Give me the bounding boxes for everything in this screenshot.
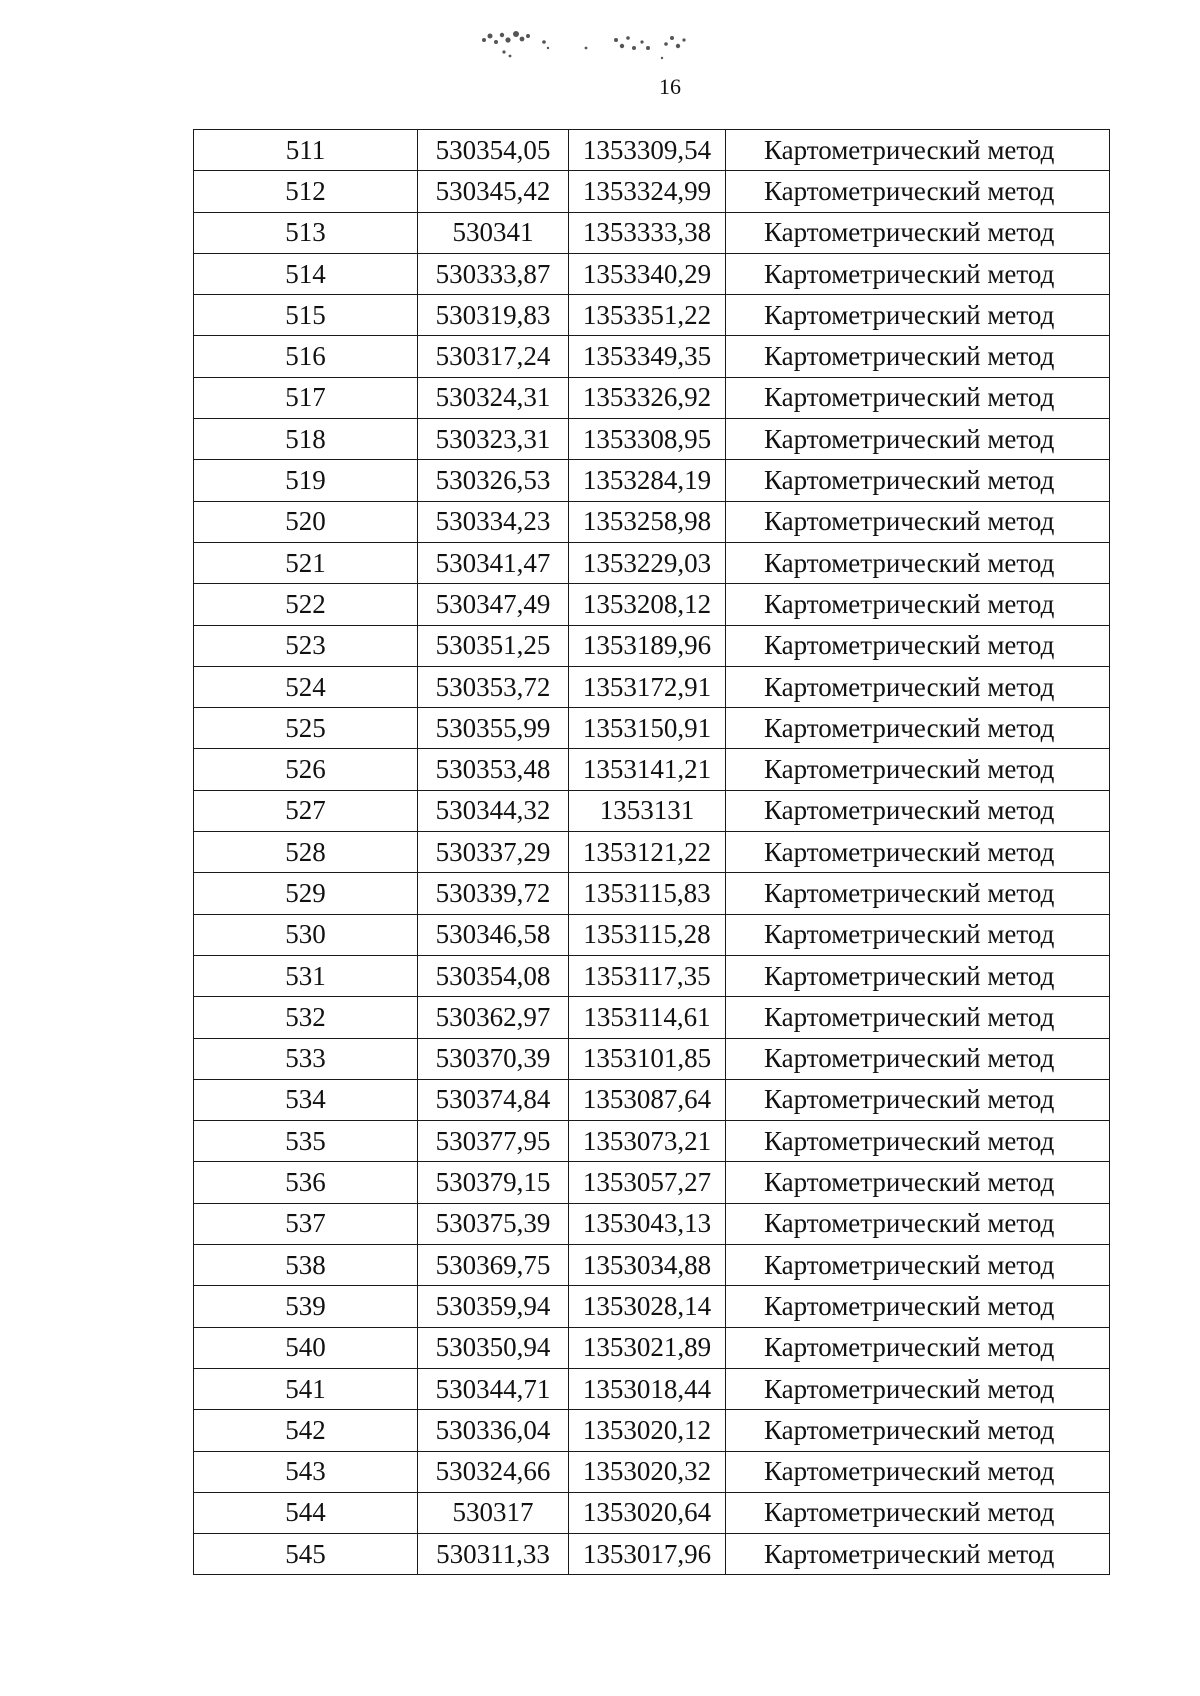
table-row: [194, 130, 1110, 171]
point-number-cell: 523: [194, 625, 418, 666]
point-number-cell: 530: [194, 914, 418, 955]
y-coordinate-cell: 1353150,91: [569, 708, 726, 749]
method-cell: Картометрический метод: [726, 1038, 1110, 1079]
x-coordinate-cell: 530319,83: [418, 295, 569, 336]
table-row: [194, 1079, 1110, 1120]
x-coordinate-cell: 530324,31: [418, 377, 569, 418]
method-cell: Картометрический метод: [726, 171, 1110, 212]
x-coordinate-cell: 530323,31: [418, 419, 569, 460]
table-row: [194, 336, 1110, 377]
method-cell: Картометрический метод: [726, 212, 1110, 253]
table-row: [194, 295, 1110, 336]
x-coordinate-cell: 530345,42: [418, 171, 569, 212]
point-number-cell: 539: [194, 1286, 418, 1327]
point-number-cell: 538: [194, 1245, 418, 1286]
y-coordinate-cell: 1353101,85: [569, 1038, 726, 1079]
table-row: [194, 625, 1110, 666]
point-number-cell: 516: [194, 336, 418, 377]
y-coordinate-cell: 1353326,92: [569, 377, 726, 418]
y-coordinate-cell: 1353284,19: [569, 460, 726, 501]
table-row: [194, 955, 1110, 996]
method-cell: Картометрический метод: [726, 377, 1110, 418]
table-row: [194, 1327, 1110, 1368]
table-row: [194, 1368, 1110, 1409]
x-coordinate-cell: 530347,49: [418, 584, 569, 625]
method-cell: Картометрический метод: [726, 1534, 1110, 1575]
point-number-cell: 529: [194, 873, 418, 914]
method-cell: Картометрический метод: [726, 955, 1110, 996]
x-coordinate-cell: 530350,94: [418, 1327, 569, 1368]
point-number-cell: 543: [194, 1451, 418, 1492]
table-row: [194, 997, 1110, 1038]
y-coordinate-cell: 1353017,96: [569, 1534, 726, 1575]
table-row: [194, 419, 1110, 460]
x-coordinate-cell: 530354,08: [418, 955, 569, 996]
method-cell: Картометрический метод: [726, 790, 1110, 831]
page-number: 16: [659, 74, 681, 99]
x-coordinate-cell: 530353,48: [418, 749, 569, 790]
y-coordinate-cell: 1353018,44: [569, 1368, 726, 1409]
x-coordinate-cell: 530369,75: [418, 1245, 569, 1286]
y-coordinate-cell: 1353349,35: [569, 336, 726, 377]
point-number-cell: 544: [194, 1492, 418, 1533]
point-number-cell: 514: [194, 253, 418, 294]
x-coordinate-cell: 530370,39: [418, 1038, 569, 1079]
method-cell: Картометрический метод: [726, 708, 1110, 749]
point-number-cell: 542: [194, 1410, 418, 1451]
point-number-cell: 515: [194, 295, 418, 336]
table-row: [194, 1121, 1110, 1162]
x-coordinate-cell: 530341: [418, 212, 569, 253]
method-cell: Картометрический метод: [726, 1245, 1110, 1286]
y-coordinate-cell: 1353333,38: [569, 212, 726, 253]
method-cell: Картометрический метод: [726, 1368, 1110, 1409]
y-coordinate-cell: 1353020,64: [569, 1492, 726, 1533]
point-number-cell: 535: [194, 1121, 418, 1162]
point-number-cell: 521: [194, 542, 418, 583]
method-cell: Картометрический метод: [726, 501, 1110, 542]
point-number-cell: 545: [194, 1534, 418, 1575]
method-cell: Картометрический метод: [726, 1410, 1110, 1451]
method-cell: Картометрический метод: [726, 1492, 1110, 1533]
method-cell: Картометрический метод: [726, 584, 1110, 625]
x-coordinate-cell: 530374,84: [418, 1079, 569, 1120]
y-coordinate-cell: 1353324,99: [569, 171, 726, 212]
point-number-cell: 532: [194, 997, 418, 1038]
x-coordinate-cell: 530354,05: [418, 130, 569, 171]
method-cell: Картометрический метод: [726, 253, 1110, 294]
point-number-cell: 512: [194, 171, 418, 212]
method-cell: Картометрический метод: [726, 1327, 1110, 1368]
point-number-cell: 517: [194, 377, 418, 418]
method-cell: Картометрический метод: [726, 625, 1110, 666]
x-coordinate-cell: 530375,39: [418, 1203, 569, 1244]
table-row: [194, 460, 1110, 501]
point-number-cell: 522: [194, 584, 418, 625]
x-coordinate-cell: 530355,99: [418, 708, 569, 749]
table-row: [194, 212, 1110, 253]
method-cell: Картометрический метод: [726, 336, 1110, 377]
y-coordinate-cell: 1353208,12: [569, 584, 726, 625]
table-row: [194, 1492, 1110, 1533]
table-row: [194, 1286, 1110, 1327]
point-number-cell: 526: [194, 749, 418, 790]
x-coordinate-cell: 530324,66: [418, 1451, 569, 1492]
method-cell: Картометрический метод: [726, 1079, 1110, 1120]
method-cell: Картометрический метод: [726, 1203, 1110, 1244]
table-row: [194, 873, 1110, 914]
x-coordinate-cell: 530334,23: [418, 501, 569, 542]
table-row: [194, 1203, 1110, 1244]
method-cell: Картометрический метод: [726, 832, 1110, 873]
table-row: [194, 1410, 1110, 1451]
point-number-cell: 541: [194, 1368, 418, 1409]
point-number-cell: 519: [194, 460, 418, 501]
y-coordinate-cell: 1353020,32: [569, 1451, 726, 1492]
y-coordinate-cell: 1353114,61: [569, 997, 726, 1038]
point-number-cell: 520: [194, 501, 418, 542]
x-coordinate-cell: 530377,95: [418, 1121, 569, 1162]
method-cell: Картометрический метод: [726, 873, 1110, 914]
x-coordinate-cell: 530337,29: [418, 832, 569, 873]
method-cell: Картометрический метод: [726, 1121, 1110, 1162]
y-coordinate-cell: 1353189,96: [569, 625, 726, 666]
table-row: [194, 832, 1110, 873]
table-row: [194, 749, 1110, 790]
point-number-cell: 528: [194, 832, 418, 873]
x-coordinate-cell: 530351,25: [418, 625, 569, 666]
y-coordinate-cell: 1353043,13: [569, 1203, 726, 1244]
x-coordinate-cell: 530353,72: [418, 666, 569, 707]
x-coordinate-cell: 530339,72: [418, 873, 569, 914]
y-coordinate-cell: 1353117,35: [569, 955, 726, 996]
y-coordinate-cell: 1353229,03: [569, 542, 726, 583]
method-cell: Картометрический метод: [726, 1451, 1110, 1492]
x-coordinate-cell: 530333,87: [418, 253, 569, 294]
point-number-cell: 540: [194, 1327, 418, 1368]
table-row: [194, 666, 1110, 707]
method-cell: Картометрический метод: [726, 460, 1110, 501]
x-coordinate-cell: 530326,53: [418, 460, 569, 501]
table-row: [194, 1451, 1110, 1492]
table-row: [194, 501, 1110, 542]
table-row: [194, 584, 1110, 625]
x-coordinate-cell: 530336,04: [418, 1410, 569, 1451]
table-row: [194, 914, 1110, 955]
y-coordinate-cell: 1353308,95: [569, 419, 726, 460]
y-coordinate-cell: 1353115,83: [569, 873, 726, 914]
y-coordinate-cell: 1353034,88: [569, 1245, 726, 1286]
point-number-cell: 524: [194, 666, 418, 707]
table-row: [194, 1534, 1110, 1575]
x-coordinate-cell: 530341,47: [418, 542, 569, 583]
x-coordinate-cell: 530317,24: [418, 336, 569, 377]
method-cell: Картометрический метод: [726, 914, 1110, 955]
x-coordinate-cell: 530359,94: [418, 1286, 569, 1327]
y-coordinate-cell: 1353340,29: [569, 253, 726, 294]
point-number-cell: 536: [194, 1162, 418, 1203]
y-coordinate-cell: 1353351,22: [569, 295, 726, 336]
method-cell: Картометрический метод: [726, 1286, 1110, 1327]
y-coordinate-cell: 1353028,14: [569, 1286, 726, 1327]
point-number-cell: 531: [194, 955, 418, 996]
point-number-cell: 518: [194, 419, 418, 460]
method-cell: Картометрический метод: [726, 130, 1110, 171]
x-coordinate-cell: 530317: [418, 1492, 569, 1533]
table-row: [194, 790, 1110, 831]
x-coordinate-cell: 530379,15: [418, 1162, 569, 1203]
method-cell: Картометрический метод: [726, 542, 1110, 583]
table-row: [194, 542, 1110, 583]
y-coordinate-cell: 1353131: [569, 790, 726, 831]
method-cell: Картометрический метод: [726, 997, 1110, 1038]
method-cell: Картометрический метод: [726, 1162, 1110, 1203]
x-coordinate-cell: 530346,58: [418, 914, 569, 955]
point-number-cell: 537: [194, 1203, 418, 1244]
y-coordinate-cell: 1353258,98: [569, 501, 726, 542]
point-number-cell: 527: [194, 790, 418, 831]
x-coordinate-cell: 530344,71: [418, 1368, 569, 1409]
coordinates-table: [193, 129, 1110, 1575]
y-coordinate-cell: 1353141,21: [569, 749, 726, 790]
method-cell: Картометрический метод: [726, 749, 1110, 790]
y-coordinate-cell: 1353057,27: [569, 1162, 726, 1203]
table-row: [194, 171, 1110, 212]
x-coordinate-cell: 530362,97: [418, 997, 569, 1038]
table-row: [194, 1162, 1110, 1203]
table-row: [194, 377, 1110, 418]
y-coordinate-cell: 1353087,64: [569, 1079, 726, 1120]
point-number-cell: 513: [194, 212, 418, 253]
y-coordinate-cell: 1353172,91: [569, 666, 726, 707]
x-coordinate-cell: 530311,33: [418, 1534, 569, 1575]
y-coordinate-cell: 1353121,22: [569, 832, 726, 873]
y-coordinate-cell: 1353073,21: [569, 1121, 726, 1162]
table-row: [194, 1038, 1110, 1079]
point-number-cell: 533: [194, 1038, 418, 1079]
y-coordinate-cell: 1353309,54: [569, 130, 726, 171]
scan-smudge-mark: [476, 18, 726, 68]
method-cell: Картометрический метод: [726, 666, 1110, 707]
y-coordinate-cell: 1353020,12: [569, 1410, 726, 1451]
method-cell: Картометрический метод: [726, 419, 1110, 460]
y-coordinate-cell: 1353115,28: [569, 914, 726, 955]
y-coordinate-cell: 1353021,89: [569, 1327, 726, 1368]
point-number-cell: 534: [194, 1079, 418, 1120]
table-row: [194, 1245, 1110, 1286]
table-row: [194, 253, 1110, 294]
table-row: [194, 708, 1110, 749]
method-cell: Картометрический метод: [726, 295, 1110, 336]
point-number-cell: 511: [194, 130, 418, 171]
point-number-cell: 525: [194, 708, 418, 749]
x-coordinate-cell: 530344,32: [418, 790, 569, 831]
